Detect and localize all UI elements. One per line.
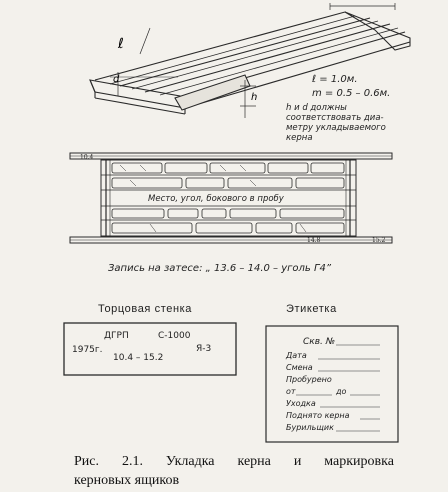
plan-label-bottom-right: 15.2 [372, 237, 386, 244]
core-box-drawing [90, 3, 410, 118]
length-symbol: ℓ [118, 36, 124, 52]
label-field-shift: Смена [286, 363, 313, 372]
plan-label-top: 10.4 [80, 154, 94, 161]
spec-length: ℓ = 1.0м. [312, 74, 358, 85]
spec-note-4: керна [286, 133, 313, 143]
caption-word: керна [237, 454, 271, 469]
label-field-date: Дата [286, 351, 307, 360]
end-wall-interval: 10.4 – 15.2 [113, 353, 164, 363]
caption-line-2: керновых ящиков [74, 473, 180, 488]
end-wall-year: 1975г. [72, 345, 103, 355]
caption-word: маркировка [324, 454, 394, 469]
spec-note-1: h и d должны [286, 103, 347, 113]
caption-word: Укладка [165, 454, 215, 469]
depth-record: Запись на затесе: „ 13.6 – 14.0 – уголь Г4” [108, 263, 332, 274]
label-field-to: до [336, 387, 347, 396]
end-wall-box-no: Я-3 [196, 344, 212, 354]
end-wall-heading: Торцовая стенка [98, 303, 193, 315]
h-symbol: h [251, 92, 258, 103]
label-field-advance: Уходка [286, 399, 316, 408]
spec-note-2: соответствовать диа- [286, 113, 384, 123]
label-field-drilled: Пробурено [286, 375, 332, 384]
spec-note-3: метру укладываемого [286, 123, 386, 133]
label-card-title: Скв. № [303, 337, 336, 347]
end-wall-well: С-1000 [158, 331, 191, 341]
caption-word: 2.1. [121, 454, 143, 469]
label-field-core-raised: Поднято керна [286, 411, 350, 420]
caption-word: и [293, 454, 302, 469]
label-card-heading: Этикетка [286, 303, 337, 315]
end-wall-org: ДГРП [104, 331, 129, 341]
label-field-driller: Бурильщик [286, 423, 334, 432]
caption-line-1 [74, 452, 394, 471]
d-symbol: d [113, 74, 120, 85]
place-note: Место, угол, бокового в пробу [148, 194, 284, 204]
figure-caption [74, 452, 394, 490]
spec-m: m = 0.5 – 0.6м. [312, 88, 391, 99]
label-field-from: от [286, 387, 296, 396]
caption-word: Рис. [74, 454, 99, 469]
plan-label-bottom-mid: 14.8 [307, 237, 321, 244]
